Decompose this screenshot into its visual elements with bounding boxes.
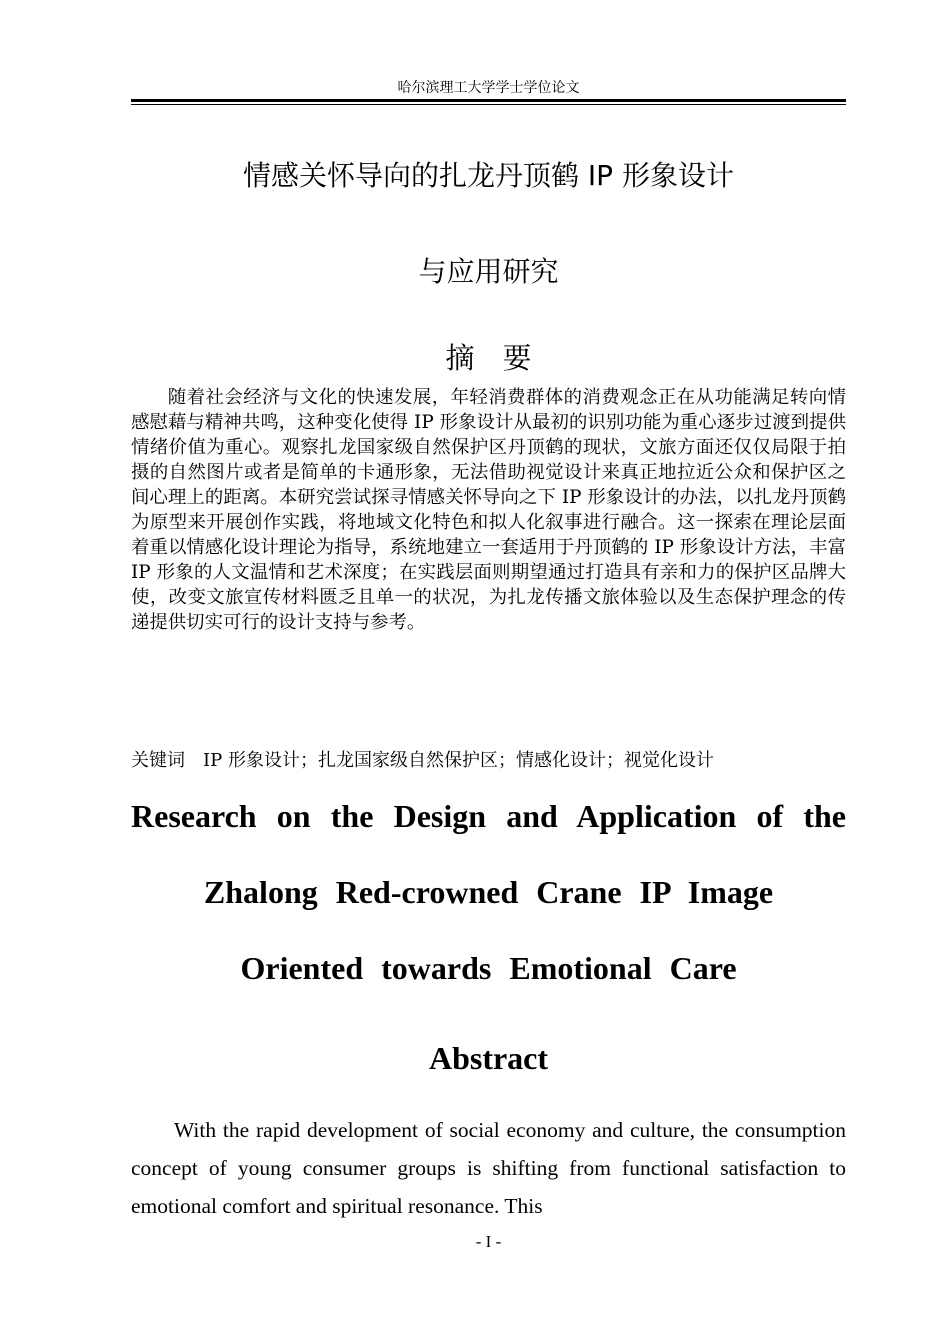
page-number: - I -: [475, 1232, 502, 1251]
chinese-keywords: [131, 748, 846, 774]
running-header: 哈尔滨理工大学学士学位论文: [397, 80, 580, 96]
english-title-line-2: Zhalong Red-crowned Crane IP Image: [203, 874, 774, 910]
keywords-list: IP 形象设计；扎龙国家级自然保护区；情感化设计；视觉化设计: [203, 750, 714, 771]
chinese-title-line-2: 与应用研究: [418, 255, 559, 288]
header-rule-thick: [131, 99, 846, 102]
english-abstract-body: With the rapid development of social economy and culture, the consumption concept of young consumer groups is shifting from functional satisfaction to emotional comfort and spiritual resonance. This: [131, 1118, 846, 1218]
abstract-heading-char-1: 摘: [445, 341, 475, 375]
english-title-line-1: Research on the Design and Application of the: [131, 798, 846, 834]
chinese-abstract-body: 随着社会经济与文化的快速发展，年轻消费群体的消费观念正在从功能满足转向情感慰藉与精神共鸣，这种变化使得 IP 形象设计从最初的识别功能为重心逐步过渡到提供情绪价值为重心。观察扎龙国家级自然保护区丹顶鹤的现状，文旅方面还仅仅局限于拍摄的自然图片或者是简单的卡通形象，无法借助视觉设计来真正地拉近公众和保护区之间心理上的距离。本研究尝试探寻情感关怀导向之下 IP 形象设计的办法，以扎龙丹顶鹤为原型来开展创作实践，将地域文化特色和拟人化叙事进行融合。这一探索在理论层面着重以情感化设计理论为指导，系统地建立一套适用于丹顶鹤的 IP 形象设计方法，丰富 IP 形象的人文温情和艺术深度；在实践层面则期望通过打造具有亲和力的保护区品牌大使，改变文旅宣传材料匮乏且单一的状况，为扎龙传播文旅体验以及生态保护理念的传递提供切实可行的设计支持与参考。: [131, 387, 846, 633]
english-abstract-heading: Abstract: [428, 1040, 549, 1076]
english-title-line-3: Oriented towards Emotional Care: [240, 950, 737, 986]
header-rule-thin: [131, 104, 846, 105]
chinese-abstract-heading: [131, 338, 846, 378]
keywords-label: 关键词: [131, 750, 185, 771]
abstract-heading-char-2: 要: [502, 341, 532, 375]
chinese-title-line-1: 情感关怀导向的扎龙丹顶鹤 IP 形象设计: [243, 159, 734, 192]
